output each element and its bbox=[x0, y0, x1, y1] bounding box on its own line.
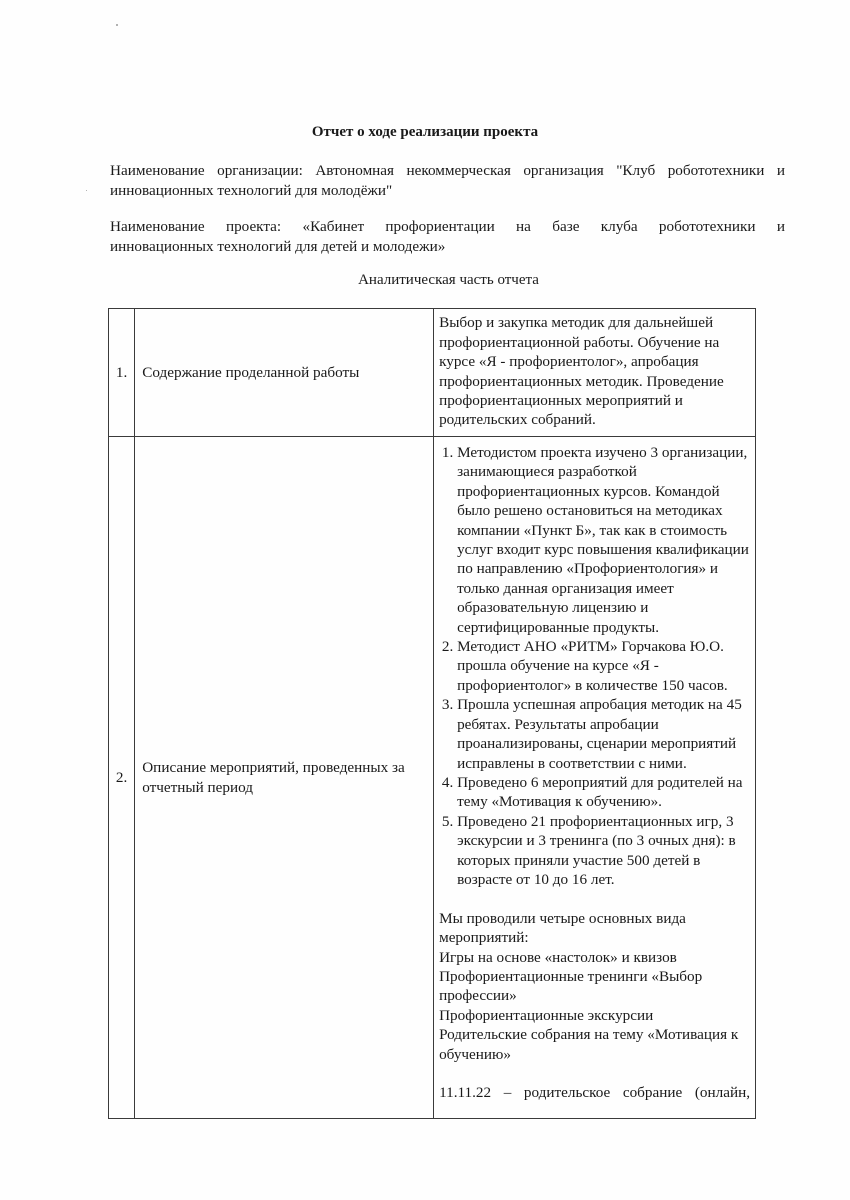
organization-label: Наименование организации: bbox=[110, 162, 303, 179]
project-line-1 bbox=[110, 217, 785, 237]
table-row bbox=[109, 309, 756, 437]
document-title: Отчет о ходе реализации проекта bbox=[311, 124, 539, 140]
event-type: Профориентационные экскурсии bbox=[439, 1006, 654, 1024]
organization-name bbox=[110, 161, 785, 200]
events-list bbox=[439, 443, 750, 889]
spacer bbox=[439, 1064, 750, 1083]
section-title: Аналитическая часть отчета bbox=[358, 272, 539, 288]
list-item: 3. Прошла успешная апробация методик на 45 ребятах. Результаты апробации проанализированы, сценарии мероприятий исправлены в соответствии с ними. bbox=[457, 695, 750, 773]
row-content: Выбор и закупка методик для дальнейшей профориентационной работы. Обучение на курсе «Я - профориентолог», апробация профориентационных методик. Проведение профориентационных мероприятий и родительских собраний. bbox=[434, 309, 756, 437]
project-value-2: инновационных технологий для детей и молодежи» bbox=[110, 237, 446, 255]
report-table bbox=[108, 308, 756, 1119]
project-value-1: «Кабинет профориентации на базе клуба робототехники и bbox=[302, 218, 786, 235]
organization-line-1 bbox=[110, 161, 785, 181]
scan-speck bbox=[116, 24, 118, 26]
row-label: Содержание проделанной работы bbox=[135, 309, 434, 437]
project-label: Наименование проекта: bbox=[110, 218, 282, 235]
organization-value-2: инновационных технологий для молодёжи" bbox=[110, 181, 393, 199]
event-type: Профориентационные тренинги «Выбор профессии» bbox=[439, 967, 703, 1005]
list-item: 1. Методистом проекта изучено 3 организации, занимающиеся разработкой профориентационных курсов. Командой было решено остановиться на методиках компании «Пункт Б», так как в стоимость услуг входит курс повышения квалификации по направлению «Профориентология» и только данная организация имеет образовательную лицензию и сертифицированные продукты. bbox=[457, 443, 750, 637]
event-type: Родительские собрания на тему «Мотивация к обучению» bbox=[439, 1026, 739, 1063]
row-number: 2. bbox=[109, 437, 135, 1119]
date-entry: 11.11.22 – родительское собрание (онлайн, bbox=[439, 1084, 750, 1102]
list-item: 2. Методист АНО «РИТМ» Горчакова Ю.О. прошла обучение на курсе «Я - профориентолог» в количестве 150 часов. bbox=[457, 637, 750, 695]
event-types-intro: Мы проводили четыре основных вида мероприятий: bbox=[439, 909, 686, 947]
scan-speck bbox=[86, 190, 87, 191]
table-row bbox=[109, 437, 756, 1119]
spacer bbox=[439, 889, 750, 908]
row-content bbox=[434, 437, 756, 1119]
list-item: 4. Проведено 6 мероприятий для родителей на тему «Мотивация к обучению». bbox=[457, 773, 750, 812]
organization-value-1: Автономная некоммерческая организация "Клуб робототехники и bbox=[315, 162, 785, 179]
event-type: Игры на основе «настолок» и квизов bbox=[439, 948, 677, 966]
row-label: Описание мероприятий, проведенных за отчетный период bbox=[135, 437, 434, 1119]
project-name bbox=[110, 217, 785, 256]
row-number: 1. bbox=[109, 309, 135, 437]
list-item: 5. Проведено 21 профориентационных игр, 3 экскурсии и 3 тренинга (по 3 очных дня): в которых приняли участие 500 детей в возрасте от 10 до 16 лет. bbox=[457, 812, 750, 890]
